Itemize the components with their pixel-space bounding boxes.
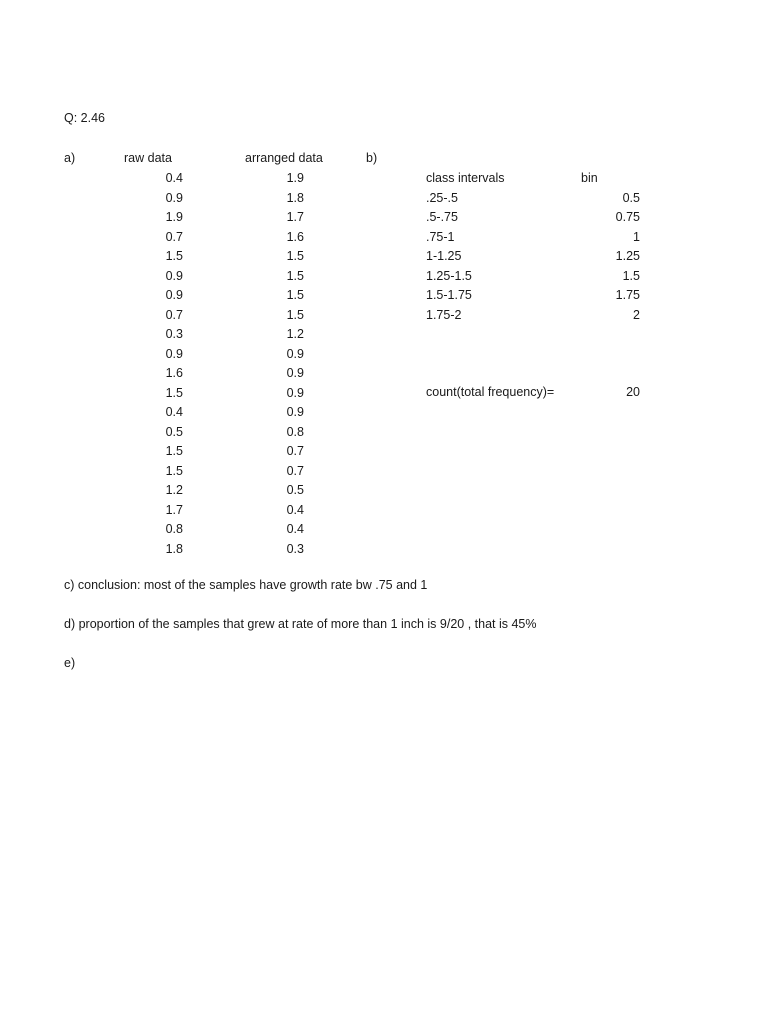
raw-data-cell: 0.9 — [165, 268, 183, 283]
arranged-data-cell: 1.5 — [286, 307, 304, 322]
arranged-data-cell: 1.2 — [286, 327, 304, 341]
part-c-conclusion: c) conclusion: most of the samples have growth rate bw .75 and 1 — [64, 578, 428, 592]
class-interval-cell: .75-1 — [426, 229, 455, 244]
part-b-label: b) — [366, 151, 378, 165]
bin-cell: 2 — [633, 307, 640, 322]
class-interval-cell: 1.75-2 — [426, 307, 462, 322]
bin-cell: 1.25 — [615, 249, 640, 263]
arranged-data-cell: 0.9 — [286, 385, 304, 400]
raw-data-cell: 0.7 — [165, 307, 183, 322]
arranged-data-cell: 1.9 — [286, 171, 304, 185]
raw-data-cell: 1.9 — [165, 210, 183, 224]
raw-data-cell: 0.3 — [165, 327, 183, 341]
raw-data-header: raw data — [124, 151, 172, 165]
raw-data-cell: 1.5 — [165, 444, 183, 458]
part-e-label: e) — [64, 656, 76, 670]
raw-data-cell: 0.5 — [165, 424, 183, 439]
class-interval-cell: .25-.5 — [426, 190, 458, 205]
part-a-label: a) — [64, 151, 76, 165]
part-d-proportion: d) proportion of the samples that grew at rate of more than 1 inch is 9/20 , that is 45% — [64, 617, 537, 631]
arranged-data-cell: 1.6 — [286, 229, 304, 244]
count-value: 20 — [626, 385, 640, 399]
raw-data-cell: 1.2 — [165, 483, 183, 497]
class-interval-cell: 1.5-1.75 — [426, 288, 472, 302]
class-intervals-header: class intervals — [426, 171, 505, 185]
raw-data-cell: 1.7 — [165, 502, 183, 517]
class-interval-cell: 1.25-1.5 — [426, 268, 472, 283]
question-number: Q: 2.46 — [64, 111, 105, 125]
arranged-data-cell: 0.9 — [286, 366, 304, 380]
arranged-data-cell: 0.7 — [286, 463, 304, 478]
bin-cell: 1 — [633, 229, 640, 244]
class-interval-cell: 1-1.25 — [426, 249, 462, 263]
arranged-data-cell: 1.5 — [286, 288, 304, 302]
arranged-data-cell: 1.8 — [286, 190, 304, 205]
raw-data-cell: 1.5 — [165, 249, 183, 263]
arranged-data-cell: 0.3 — [286, 541, 304, 556]
arranged-data-cell: 1.5 — [286, 249, 304, 263]
raw-data-cell: 0.4 — [165, 171, 183, 185]
raw-data-cell: 1.5 — [165, 385, 183, 400]
arranged-data-cell: 1.5 — [286, 268, 304, 283]
raw-data-cell: 1.8 — [165, 541, 183, 556]
bin-cell: 0.5 — [622, 190, 640, 205]
raw-data-cell: 0.4 — [165, 405, 183, 419]
bin-cell: 0.75 — [615, 210, 640, 224]
bin-header: bin — [581, 171, 598, 185]
arranged-data-cell: 0.9 — [286, 405, 304, 419]
raw-data-cell: 0.9 — [165, 346, 183, 361]
arranged-data-cell: 0.8 — [286, 424, 304, 439]
bin-cell: 1.5 — [622, 268, 640, 283]
class-interval-cell: .5-.75 — [426, 210, 458, 224]
arranged-data-cell: 0.9 — [286, 346, 304, 361]
raw-data-cell: 1.5 — [165, 463, 183, 478]
arranged-data-cell: 0.7 — [286, 444, 304, 458]
bin-cell: 1.75 — [615, 288, 640, 302]
raw-data-cell: 0.7 — [165, 229, 183, 244]
arranged-data-cell: 0.5 — [286, 483, 304, 497]
raw-data-cell: 1.6 — [165, 366, 183, 380]
arranged-data-cell: 0.4 — [286, 502, 304, 517]
raw-data-cell: 0.9 — [165, 190, 183, 205]
arranged-data-header: arranged data — [245, 151, 323, 165]
count-label: count(total frequency)= — [426, 385, 555, 399]
raw-data-cell: 0.8 — [165, 522, 183, 536]
arranged-data-cell: 0.4 — [286, 522, 304, 536]
arranged-data-cell: 1.7 — [286, 210, 304, 224]
raw-data-cell: 0.9 — [165, 288, 183, 302]
